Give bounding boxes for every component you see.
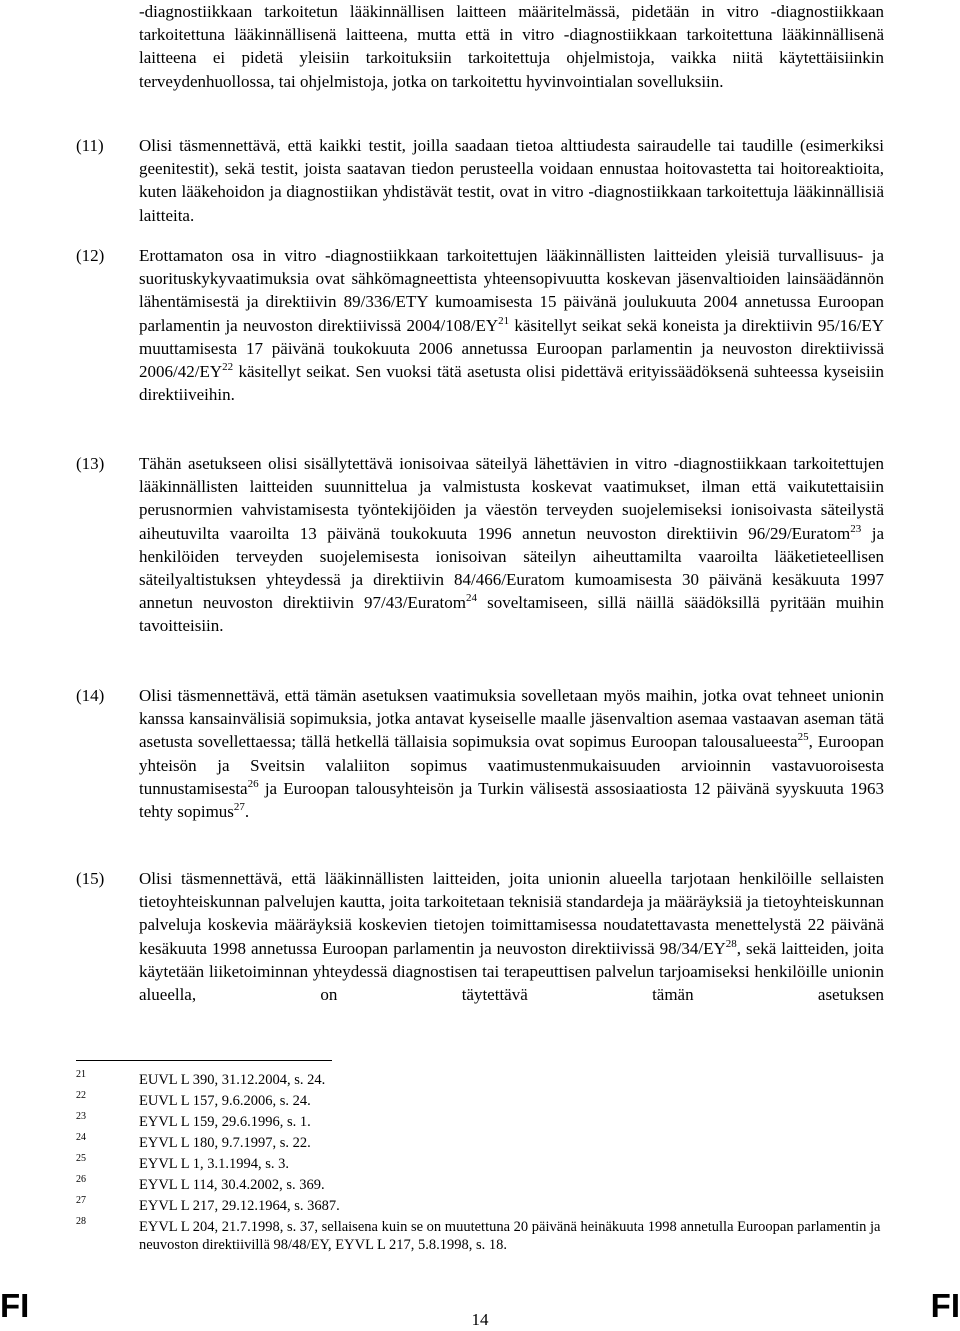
paragraph-text [139,452,884,638]
footer-language-right: FI [930,1287,960,1324]
paragraph-text [139,244,884,406]
footnote-number: 28 [76,1216,86,1227]
footnote-number: 27 [76,1195,86,1206]
continuation-paragraph: -diagnostiikkaan tarkoitetun lääkinnällisen laitteen määritelmässä, pidetään in vitro -diagnostiikkaan tarkoitettuna lääkinnällisenä laitteena, mutta että in vitro -diagnostiikkaan tarkoitettuna lääkinnällisenä laitteena ei pidetä yleisiin tarkoituksiin tarkoitettuja ohjelmistoja, vaikka niitä käytettäisiinkin terveydenhuollossa, tai ohjelmistoja, jotka on tarkoitettu hyvinvointialan sovelluksiin. [139,2,884,91]
footer-language-left: FI [0,1287,30,1324]
footnote-number: 21 [76,1069,86,1080]
footnote-number: 25 [76,1153,86,1164]
footnote-separator [76,1060,332,1061]
footnote-text: EUVL L 157, 9.6.2006, s. 24. [139,1093,311,1109]
footnote-ref: 28 [725,937,737,950]
footnote-number: 26 [76,1174,86,1185]
footnote-text: EYVL L 180, 9.7.1997, s. 22. [139,1135,311,1151]
paragraph-number: (12) [76,246,105,265]
paragraph-text-part: Tähän asetukseen olisi sisällytettävä ionisoivaa säteilyä lähettävien in vitro -diagnostiikkaan tarkoitettujen lääkinnällisten laitteiden suunnittelua ja valmistusta koskevat vaatimukset, ilman että vaikutettaisiin perusnormien vahvistamisesta työntekijöiden ja väestön terveyden suojelemiseksi ionisoivasta säteilystä aiheutuvilta vaaroilta 13 päivänä toukokuuta 1996 annetun neuvoston direktiivin 96/29/Euratom [139,454,884,543]
footnote-ref: 22 [222,361,234,374]
paragraph-number: (15) [76,869,105,888]
footnote-ref: 25 [797,731,809,744]
paragraph-text-part: ja henkilöiden terveyden suojelemisesta ionisoivan säteilyn aiheuttamilta vaaroilta lääketieteellisen säteilyaltistuksen yhteydessä ja direktiivin 84/466/Euratom kumoamisesta 30 päivänä kesäkuuta 1997 annetun neuvoston direktiivin 97/43/Euratom [139,523,884,613]
footnote-ref: 21 [498,314,510,327]
paragraph-text-part: Olisi täsmennettävä, että lääkinnällisten laitteiden, joita unionin alueella tarjotaan henkilöille sellaisten tietoyhteiskunnan palvelujen kautta, joita tarkoitetaan teknisiä standardeja ja määräyksiä ja tietoyhteiskunnan palveluja koskevia määräyksiä koskevien tietojen toimittamisessa noudatettavasta menettelystä 22 päivänä kesäkuuta 1998 annetussa Euroopan parlamentin ja neuvoston direktiivissä 98/34/EY [139,869,884,958]
footnote-text: EYVL L 1, 3.1.1994, s. 3. [139,1156,289,1172]
footnote-ref: 26 [247,777,259,790]
footnote-text: EUVL L 390, 31.12.2004, s. 24. [139,1072,326,1088]
paragraph-text-part: käsitellyt seikat. Sen vuoksi tätä asetusta olisi pidettävä erityissäädöksenä suhteessa kyseisiin direktiiveihin. [139,362,884,405]
footnote-ref: 23 [850,522,862,535]
footnote-text: EYVL L 114, 30.4.2002, s. 369. [139,1177,325,1193]
paragraph-number: (14) [76,686,105,705]
paragraph-text-part: , sekä laitteiden, joita käytetään liiketoiminnan yhteydessä diagnostisen tai terapeuttisen palvelun tarjoamiseksi henkilöille unionin alueella, on täytettävä tämän asetuksen [139,938,884,1005]
footnote-text: EYVL L 204, 21.7.1998, s. 37, sellaisena kuin se on muutettuna 20 päivänä heinäkuuta 1998 annetulla Euroopan parlamentin ja neuvoston direktiivillä 98/48/EY, EYVL L 217, 5.8.1998, s. 18. [139,1219,881,1253]
paragraph-text: Olisi täsmennettävä, että kaikki testit, joilla saadaan tietoa alttiudesta sairaudelle tai taudille (esimerkiksi geenitestit), sekä testit, joista saatavan tiedon perusteella voidaan ennustaa hoitovastetta tai hoitoreaktioita, kuten lääkehoidon ja diagnostiikan yhdistävät testit, ovat in vitro -diagnostiikkaan tarkoitettuja lääkinnällisiä laitteita. [139,136,884,225]
footnote-number: 24 [76,1132,86,1143]
footnote-ref: 27 [233,801,245,814]
page-number: 14 [471,1310,489,1329]
footnote-number: 22 [76,1090,86,1101]
footnote-text: EYVL L 217, 29.12.1964, s. 3687. [139,1198,340,1214]
paragraph-text-part: , Euroopan yhteisön ja Sveitsin valaliiton sopimus vaatimustenmukaisuuden arvioinnin vastavuoroisesta tunnustamisesta [139,732,884,798]
footnote-number: 23 [76,1111,86,1122]
paragraph-text-part: Olisi täsmennettävä, että tämän asetuksen vaatimuksia sovelletaan myös maihin, jotka ovat tehneet unionin kanssa kansainvälisiä sopimuksia, jotka antavat kyseiselle maalle jäsenvaltion asemaa vastaavan aseman tätä asetusta sovellettaessa; tällä hetkellä tällaisia sopimuksia ovat sopimus Euroopan talousalueesta [139,686,884,752]
paragraph-number: (11) [76,136,104,155]
paragraph-text-part: Erottamaton osa in vitro -diagnostiikkaan tarkoitettujen lääkinnällisten laitteiden yleisiä turvallisuus- ja suorituskykyvaatimuksia ovat sähkömagneettista yhteensopivuutta koskevan jäsenvaltioiden lainsäädännön lähentämisestä ja direktiivin 89/336/ETY kumoamisesta 15 päivänä joulukuuta 2004 annetussa Euroopan parlamentin ja neuvoston direktiivissä 2004/108/EY [139,246,884,335]
paragraph-text-part: käsitellyt seikat sekä koneista ja direktiivin 95/16/EY muuttamisesta 17 päivänä toukokuuta 2006 annetussa Euroopan parlamentin ja neuvoston direktiivissä 2006/42/EY [139,315,884,382]
paragraph-text-part: ja Euroopan talousyhteisön ja Turkin välisestä assosiaatiosta 12 päivänä syyskuuta 1963 tehty sopimus [139,778,884,822]
footnote-text: EYVL L 159, 29.6.1996, s. 1. [139,1114,311,1130]
paragraph-text-part: . [244,802,250,822]
paragraph-number: (13) [76,454,105,473]
paragraph-text-part: soveltamiseen, sillä näillä säädöksillä pyritään muihin tavoitteisiin. [139,593,884,636]
paragraph-text [139,684,884,823]
footnote-ref: 24 [465,592,477,605]
paragraph-text [139,867,884,1006]
